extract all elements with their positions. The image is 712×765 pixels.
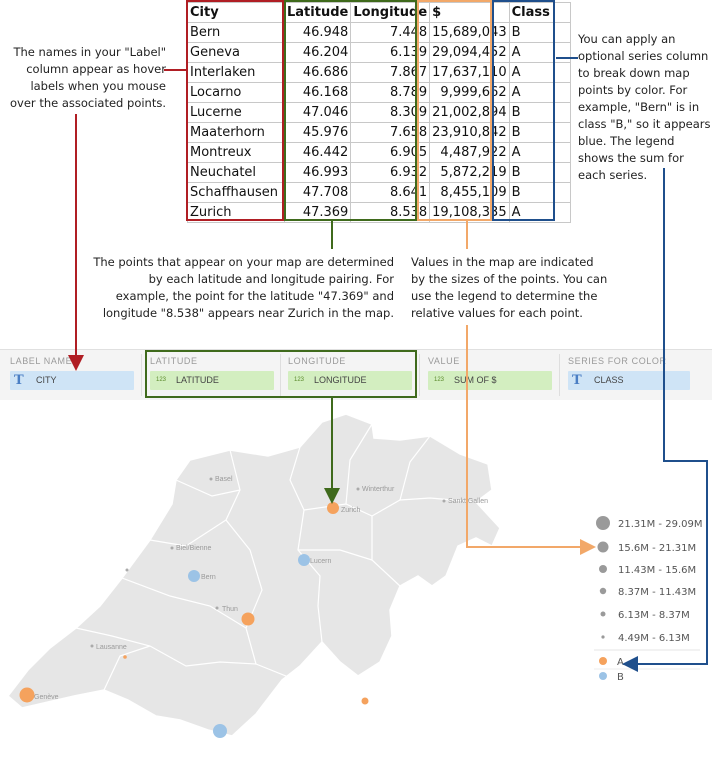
cell-longitude: 7.658 <box>351 123 430 143</box>
number-type-icon: 123 <box>156 377 167 383</box>
place-basel: Basel <box>215 476 233 483</box>
cell-value: 19,108,335 <box>430 203 509 223</box>
cell-longitude: 7.867 <box>351 63 430 83</box>
cell-city: Bern <box>188 23 285 43</box>
cell-latitude: 47.046 <box>285 103 351 123</box>
cell-city: Schaffhausen <box>188 183 285 203</box>
text-type-icon: T <box>14 373 24 388</box>
well-title-value: VALUE <box>428 356 460 366</box>
legend-size-3: 11.43M - 15.6M <box>618 565 697 576</box>
cell-class: B <box>509 23 570 43</box>
cell-latitude: 47.708 <box>285 183 351 203</box>
place-geneve: Genève <box>34 694 59 701</box>
cell-class: B <box>509 163 570 183</box>
cell-latitude: 46.686 <box>285 63 351 83</box>
number-type-icon: 123 <box>434 377 445 383</box>
cell-latitude: 45.976 <box>285 123 351 143</box>
legend-series-b: B <box>617 672 624 683</box>
cell-value: 17,637,110 <box>430 63 509 83</box>
cell-latitude: 46.948 <box>285 23 351 43</box>
cell-city: Geneva <box>188 43 285 63</box>
cell-class: A <box>509 203 570 223</box>
legend-series-a: A <box>617 657 624 668</box>
cell-city: Interlaken <box>188 63 285 83</box>
cell-class: A <box>509 83 570 103</box>
class-note: You can apply an optional series column to break down map points by color. For example, "Bern" is in class "B," so it appears blue. The legend shows the sum for each series. <box>578 32 711 182</box>
cell-latitude: 47.369 <box>285 203 351 223</box>
place-lausanne: Lausanne <box>96 644 127 651</box>
cell-longitude: 6.139 <box>351 43 430 63</box>
cell-class: A <box>509 43 570 63</box>
cell-longitude: 8.789 <box>351 83 430 103</box>
header-city: City <box>188 3 285 23</box>
label-note: The names in your "Label" column appear as hover labels when you mouse over the associated points. <box>10 45 166 110</box>
cell-value: 5,872,219 <box>430 163 509 183</box>
header-class: Class <box>509 3 570 23</box>
cell-latitude: 46.993 <box>285 163 351 183</box>
cell-latitude: 46.442 <box>285 143 351 163</box>
cell-value: 23,910,842 <box>430 123 509 143</box>
legend-size-1: 21.31M - 29.09M <box>618 519 703 530</box>
cell-city: Neuchatel <box>188 163 285 183</box>
text-type-icon: T <box>572 373 582 388</box>
cell-longitude: 8.309 <box>351 103 430 123</box>
header-longitude: Longitude <box>351 3 430 23</box>
place-bern: Bern <box>201 574 216 581</box>
well-title-series-for-color: SERIES FOR COLOR <box>568 356 667 366</box>
chip-sum-label: SUM OF $ <box>454 375 497 385</box>
well-title-longitude: LONGITUDE <box>288 356 346 366</box>
chip-longitude-label: LONGITUDE <box>314 375 367 385</box>
cell-value: 21,002,894 <box>430 103 509 123</box>
cell-city: Locarno <box>188 83 285 103</box>
place-biel: Biel/Bienne <box>176 545 212 552</box>
cell-longitude: 8.641 <box>351 183 430 203</box>
blue-arrow <box>630 168 707 664</box>
legend-size-4: 8.37M - 11.43M <box>618 587 697 598</box>
cell-longitude: 6.932 <box>351 163 430 183</box>
place-lucern: Lucern <box>310 558 332 565</box>
chip-class-label: CLASS <box>594 375 624 385</box>
place-thun: Thun <box>222 606 238 613</box>
well-title-label-name: LABEL NAME <box>10 356 73 366</box>
chip-latitude-label: LATITUDE <box>176 375 219 385</box>
cell-class: B <box>509 103 570 123</box>
cell-class: A <box>509 143 570 163</box>
cell-longitude: 8.538 <box>351 203 430 223</box>
legend-size-2: 15.6M - 21.31M <box>618 543 697 554</box>
orange-arrow <box>467 325 588 547</box>
well-title-latitude: LATITUDE <box>150 356 198 366</box>
place-sankt-gallen: Sankt Gallen <box>448 498 489 505</box>
cell-value: 9,999,662 <box>430 83 509 103</box>
legend-size-5: 6.13M - 8.37M <box>618 610 690 621</box>
cell-city: Maaterhorn <box>188 123 285 143</box>
cell-value: 4,487,922 <box>430 143 509 163</box>
cell-latitude: 46.168 <box>285 83 351 103</box>
header-value: $ <box>430 3 509 23</box>
cell-longitude: 6.905 <box>351 143 430 163</box>
cell-city: Lucerne <box>188 103 285 123</box>
cell-latitude: 46.204 <box>285 43 351 63</box>
header-latitude: Latitude <box>285 3 351 23</box>
cell-city: Zurich <box>188 203 285 223</box>
cell-class: B <box>509 123 570 143</box>
legend-size-6: 4.49M - 6.13M <box>618 633 690 644</box>
cell-class: A <box>509 63 570 83</box>
value-note: Values in the map are indicated by the sizes of the points. You can use the legend to determine the relative values for each point. <box>411 255 608 320</box>
place-winterthur: Winterthur <box>362 486 395 493</box>
latlon-note: The points that appear on your map are determined by each latitude and longitude pairing. For example, the point for the latitude "47.369" and longitude "8.538" appears near Zurich in the map. <box>93 255 394 320</box>
place-zurich: Zurich <box>341 507 361 514</box>
number-type-icon: 123 <box>294 377 305 383</box>
cell-value: 29,094,452 <box>430 43 509 63</box>
chip-city-label: CITY <box>36 375 57 385</box>
cell-city: Montreux <box>188 143 285 163</box>
cell-longitude: 7.448 <box>351 23 430 43</box>
cell-class: B <box>509 183 570 203</box>
cell-value: 8,455,109 <box>430 183 509 203</box>
cell-value: 15,689,043 <box>430 23 509 43</box>
